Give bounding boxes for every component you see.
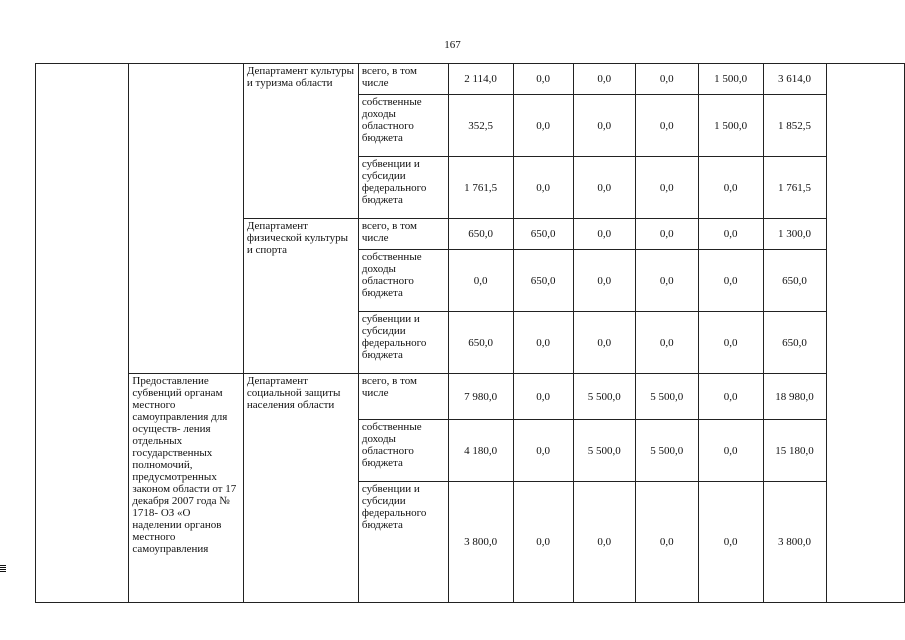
value-cell: 0,0 (635, 95, 698, 157)
value-cell: 0,0 (513, 482, 573, 603)
category-cell: субвенции и субсидии федерального бюджета (358, 157, 448, 219)
scan-mark (0, 565, 6, 572)
department-cell: Департамент социальной защиты населения области (243, 374, 358, 603)
value-cell: 0,0 (513, 157, 573, 219)
value-cell: 1 500,0 (698, 95, 763, 157)
value-cell: 0,0 (698, 482, 763, 603)
value-cell: 1 761,5 (448, 157, 513, 219)
value-cell: 5 500,0 (573, 374, 635, 420)
value-cell: 0,0 (573, 250, 635, 312)
value-cell: 3 614,0 (763, 64, 826, 95)
value-cell: 0,0 (635, 482, 698, 603)
value-cell: 0,0 (448, 250, 513, 312)
value-cell: 650,0 (763, 250, 826, 312)
value-cell: 650,0 (763, 312, 826, 374)
value-cell: 4 180,0 (448, 420, 513, 482)
category-cell: всего, в том числе (358, 64, 448, 95)
value-cell: 0,0 (513, 374, 573, 420)
value-cell: 0,0 (513, 312, 573, 374)
value-cell: 0,0 (635, 219, 698, 250)
table-row (36, 64, 905, 95)
value-cell: 1 500,0 (698, 64, 763, 95)
value-cell: 0,0 (573, 64, 635, 95)
value-cell: 0,0 (573, 157, 635, 219)
program-cell (129, 64, 244, 374)
category-cell: собственные доходы областного бюджета (358, 420, 448, 482)
value-cell: 5 500,0 (635, 374, 698, 420)
value-cell: 7 980,0 (448, 374, 513, 420)
budget-table (35, 63, 905, 603)
value-cell: 650,0 (513, 250, 573, 312)
value-cell: 0,0 (513, 420, 573, 482)
table-row (36, 374, 905, 420)
value-cell: 0,0 (635, 64, 698, 95)
category-cell: собственные доходы областного бюджета (358, 95, 448, 157)
value-cell: 0,0 (698, 157, 763, 219)
value-cell: 15 180,0 (763, 420, 826, 482)
page-number: 167 (444, 39, 461, 51)
category-cell: всего, в том числе (358, 219, 448, 250)
value-cell: 0,0 (573, 482, 635, 603)
department-cell: Департамент культуры и туризма области (243, 64, 358, 219)
department-cell: Департамент физической культуры и спорта (243, 219, 358, 374)
value-cell: 650,0 (448, 219, 513, 250)
value-cell: 3 800,0 (763, 482, 826, 603)
value-cell: 1 852,5 (763, 95, 826, 157)
blank-cell (826, 64, 904, 603)
category-cell: собственные доходы областного бюджета (358, 250, 448, 312)
value-cell: 0,0 (513, 95, 573, 157)
category-cell: субвенции и субсидии федерального бюджета (358, 312, 448, 374)
value-cell: 1 300,0 (763, 219, 826, 250)
value-cell: 0,0 (698, 312, 763, 374)
category-cell: субвенции и субсидии федерального бюджета (358, 482, 448, 603)
program-cell: Предоставление субвенций органам местного самоуправления для осуществ- ления отдельных государственных полномочий, предусмотренных законом области от 17 декабря 2007 года № 1718- ОЗ «О наделении органов местного самоуправления (129, 374, 244, 603)
value-cell: 0,0 (635, 250, 698, 312)
value-cell: 0,0 (698, 374, 763, 420)
value-cell: 0,0 (513, 64, 573, 95)
value-cell: 0,0 (635, 157, 698, 219)
value-cell: 0,0 (573, 312, 635, 374)
value-cell: 1 761,5 (763, 157, 826, 219)
value-cell: 5 500,0 (573, 420, 635, 482)
value-cell: 0,0 (698, 219, 763, 250)
value-cell: 650,0 (448, 312, 513, 374)
value-cell: 5 500,0 (635, 420, 698, 482)
value-cell: 0,0 (573, 219, 635, 250)
value-cell: 0,0 (635, 312, 698, 374)
value-cell: 352,5 (448, 95, 513, 157)
value-cell: 0,0 (573, 95, 635, 157)
value-cell: 2 114,0 (448, 64, 513, 95)
blank-cell (36, 64, 129, 603)
value-cell: 0,0 (698, 250, 763, 312)
value-cell: 0,0 (698, 420, 763, 482)
category-cell: всего, в том числе (358, 374, 448, 420)
value-cell: 650,0 (513, 219, 573, 250)
value-cell: 3 800,0 (448, 482, 513, 603)
value-cell: 18 980,0 (763, 374, 826, 420)
